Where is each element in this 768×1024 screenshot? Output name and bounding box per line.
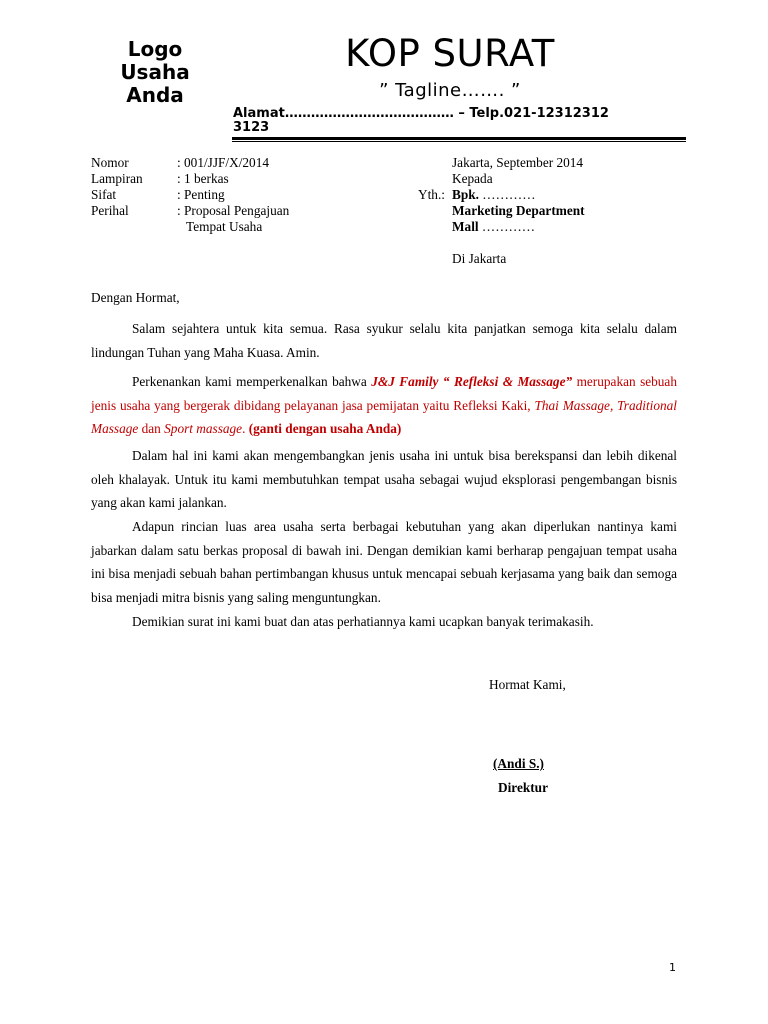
paragraph-4 [91,515,677,609]
sifat-label: Sifat [91,187,117,202]
paragraph-4-text: Adapun rincian luas area usaha serta berbagai kebutuhan yang akan diperlukan nantinya kami jabarkan dalam satu berkas proposal di bawah ini. Dengan demikian kami berharap pengajuan tempat usaha ini bisa menjadi sebuah bahan pertimbangan khusus untuk mencapai sebuah kerjasama yang baik dan semoga bisa menjadi mitra bisnis yang saling menguntungkan. [91,519,677,605]
kepada-label: Kepada [452,171,493,186]
nomor-value: : 001/JJF/X/2014 [177,155,269,170]
replace-note: (ganti dengan usaha Anda) [248,421,402,436]
perihal-value-cont: Tempat Usaha [186,219,263,234]
mall-label: Mall [452,219,479,234]
lampiran-label: Lampiran [91,171,143,186]
p2-description: merupakan sebuah jenis usaha yang bergerak dibidang pelayanan jasa pemijatan yaitu Refleksi Kaki, [91,374,677,413]
p2-period: . [242,421,249,436]
mall-dots: ………… [478,219,536,234]
letterhead-divider [232,137,686,140]
lampiran-value: : 1 berkas [177,171,229,186]
letterhead-title: KOP SURAT [345,32,555,75]
brand-name: J&J Family “ Refleksi & Massage” [371,374,573,389]
paragraph-2 [91,370,677,441]
paragraph-1-text: Salam sejahtera untuk kita semua. Rasa syukur selalu kita panjatkan semoga kita selalu dalam lindungan Tuhan yang Maha Kuasa. Amin. [91,321,677,360]
recipient-department: Marketing Department [452,203,585,218]
letterhead-divider-thin [232,141,686,142]
logo-line: Anda [126,83,184,107]
paragraph-1 [91,317,677,364]
p2-intro: Perkenankan kami memperkenalkan bahwa [132,374,372,389]
recipient-name [452,187,536,203]
letter-date: Jakarta, September 2014 [452,155,584,170]
paragraph-2-text [91,370,677,441]
greeting: Dengan Hormat, [91,290,180,305]
signatory-name: (Andi S.) [493,756,544,771]
letterhead-address: Alamat………………………………… – Telp.021-123123123123 [233,106,609,135]
perihal-value: : Proposal Pengajuan [177,203,290,218]
bpk-dots: ………… [478,187,536,202]
paragraph-5 [91,610,677,634]
sifat-value: : Penting [177,187,225,202]
perihal-label: Perihal [91,203,129,218]
paragraph-5-text: Demikian surat ini kami buat dan atas perhatiannya kami ucapkan banyak terimakasih. [132,614,594,629]
logo-line: Logo [127,37,183,61]
yth-label: Yth.: [418,187,445,202]
page-number: 1 [669,961,676,974]
closing-salutation: Hormat Kami, [489,677,566,692]
logo-line: Usaha [120,60,190,84]
signatory-position: Direktur [498,780,548,795]
p2-and: dan [138,421,165,436]
service-list: Thai Massage, Traditional Massage [91,397,677,436]
bpk-label: Bpk. [452,187,479,202]
nomor-label: Nomor [91,155,129,170]
recipient-mall [452,219,535,235]
service-sport: Sport massage [164,421,243,436]
paragraph-3-text: Dalam hal ini kami akan mengembangkan jenis usaha ini untuk bisa berekspansi dan lebih dikenal oleh khalayak. Untuk itu kami membutuhkan tempat usaha sebagai wujud eksplorasi pengembangan bisnis yang akan kami jalankan. [91,448,677,510]
paragraph-3 [91,444,677,515]
recipient-city: Di Jakarta [452,251,507,266]
letterhead-tagline: ” Tagline……. ” [379,80,521,101]
logo-placeholder [100,38,210,107]
